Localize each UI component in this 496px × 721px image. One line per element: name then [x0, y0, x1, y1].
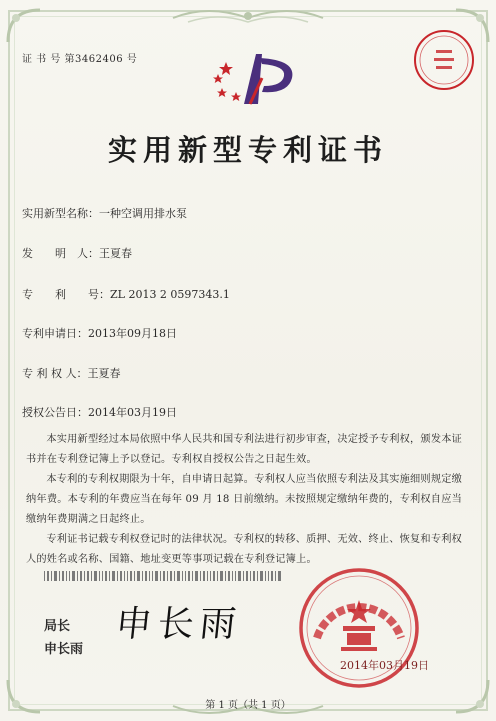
barcode-strip [44, 571, 284, 581]
patentee-value: 王夏春 [87, 367, 121, 380]
inventor-value: 王夏春 [99, 247, 132, 260]
application-date-label: 专利申请日： [22, 327, 88, 340]
grant-announcement-date-label: 授权公告日： [22, 406, 88, 419]
signatory-name: 申长雨 [44, 642, 84, 657]
patent-number-value: ZL 2013 2 0597343.1 [110, 288, 230, 301]
application-date-value: 2013年09月18日 [88, 327, 177, 340]
patentee-label: 专 利 权 人： [22, 367, 88, 380]
handwritten-signature: 申长雨 [113, 604, 244, 645]
printer-seal-stamp [412, 28, 476, 92]
grant-announcement-date-row [22, 404, 177, 420]
paragraph-term: 本专利的专利权期限为十年，自申请日起算。专利权人应当依照专利法及其实施细则规定缴纳年费。本专利的年费应当在每年 09 月 18 日前缴纳。未按照规定缴纳年费的，专利权自应当缴纳年费期满之日起终止。 [26, 474, 462, 525]
certificate-number: 证 书 号 第3462406 号 [22, 54, 138, 65]
paragraph-grant: 本实用新型经过本局依照中华人民共和国专利法进行初步审查，决定授予专利权，颁发本证书并在专利登记簿上予以登记。专利权自授权公告之日起生效。 [26, 434, 462, 465]
seal-date: 2014年03月19日 [340, 659, 429, 672]
top-ornament [168, 6, 328, 28]
certificate-title: 实用新型专利证书 [107, 133, 388, 167]
inventor-label: 发 明 人： [22, 247, 99, 260]
grant-announcement-date-value: 2014年03月19日 [88, 406, 177, 419]
utility-model-name-value: 一种空调用排水泵 [99, 207, 187, 220]
paragraph-legal-status: 专利证书记载专利权登记时的法律状况。专利权的转移、质押、无效、终止、恢复和专利权人的姓名或名称、国籍、地址变更等事项记载在专利登记簿上。 [26, 534, 462, 565]
inventor-row [22, 245, 132, 261]
corner-ornament-top-left [4, 6, 44, 46]
utility-model-name-label: 实用新型名称： [22, 207, 99, 220]
patent-number-label: 专 利 号： [22, 288, 110, 301]
utility-model-name-row [22, 205, 187, 221]
application-date-row [22, 325, 177, 341]
patent-number-row [22, 286, 230, 302]
patentee-row [22, 365, 121, 381]
sipo-logo-icon [212, 48, 302, 110]
signatory-title: 局长 [44, 619, 71, 634]
page-footer: 第 1 页（共 1 页） [205, 700, 291, 711]
